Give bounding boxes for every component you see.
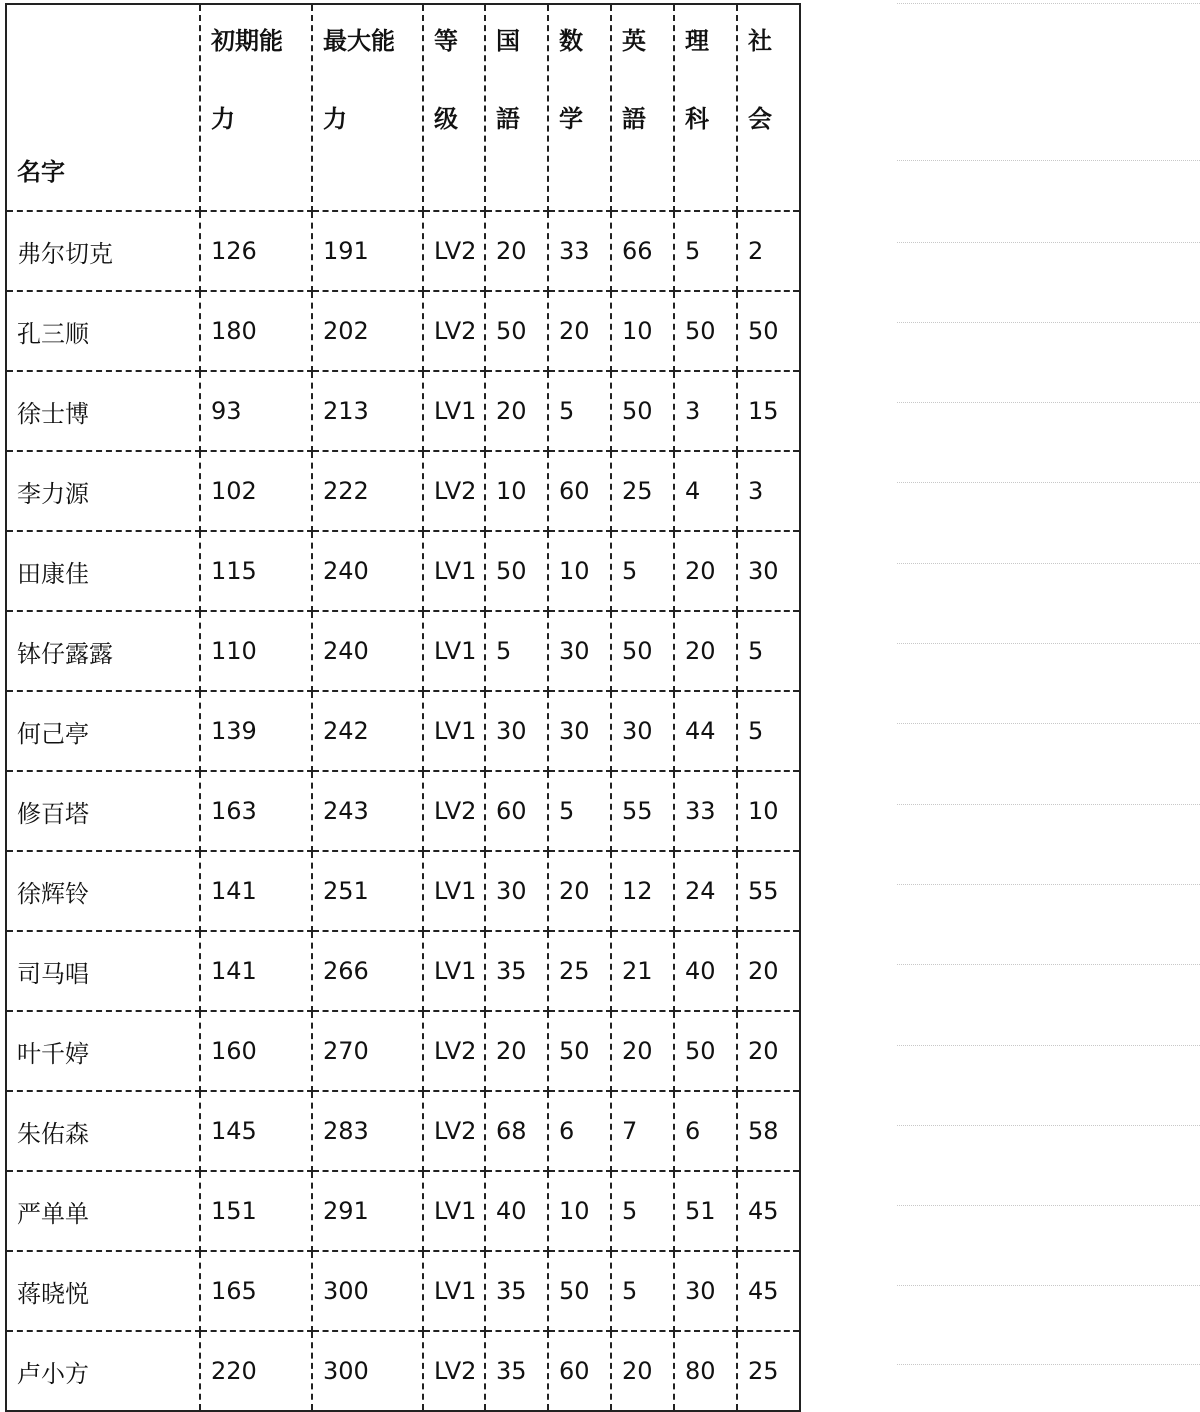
japanese-cell[interactable]: 50 [485,291,548,371]
english-cell[interactable]: 30 [611,691,674,771]
header-row [6,4,800,211]
name-cell[interactable]: 钵仔露露 [6,611,200,691]
initial-ability-cell[interactable]: 165 [200,1251,312,1331]
empty-gridline [897,964,1200,965]
science-cell[interactable]: 44 [674,691,737,771]
header-english[interactable]: 英 語 [611,4,674,211]
science-cell[interactable]: 6 [674,1091,737,1171]
initial-ability-cell[interactable]: 151 [200,1171,312,1251]
english-cell[interactable]: 5 [611,1171,674,1251]
empty-gridline [897,322,1200,323]
grade-cell[interactable]: LV2 [423,1331,485,1411]
math-cell[interactable]: 30 [548,611,611,691]
science-cell[interactable]: 20 [674,531,737,611]
header-math[interactable]: 数 学 [548,4,611,211]
table-row [6,371,800,451]
japanese-cell[interactable]: 40 [485,1171,548,1251]
header-max-ability[interactable]: 最大能 力 [312,4,423,211]
english-cell[interactable]: 5 [611,1251,674,1331]
math-cell[interactable]: 5 [548,771,611,851]
math-cell[interactable]: 20 [548,851,611,931]
grade-cell[interactable]: LV2 [423,1011,485,1091]
social-cell[interactable]: 15 [737,371,800,451]
initial-ability-cell[interactable]: 163 [200,771,312,851]
max-ability-cell[interactable]: 191 [312,211,423,291]
empty-gridline [897,643,1200,644]
max-ability-cell[interactable]: 283 [312,1091,423,1171]
table-row [6,611,800,691]
science-cell[interactable]: 24 [674,851,737,931]
social-cell[interactable]: 20 [737,931,800,1011]
table-row [6,1091,800,1171]
name-cell[interactable]: 朱佑森 [6,1091,200,1171]
empty-gridline [897,723,1200,724]
grade-cell[interactable]: LV2 [423,211,485,291]
science-cell[interactable]: 50 [674,1011,737,1091]
grade-cell[interactable]: LV1 [423,1251,485,1331]
social-cell[interactable]: 58 [737,1091,800,1171]
initial-ability-cell[interactable]: 139 [200,691,312,771]
table-row [6,531,800,611]
name-cell[interactable]: 徐士博 [6,371,200,451]
math-cell[interactable]: 20 [548,291,611,371]
empty-gridline [897,1045,1200,1046]
max-ability-cell[interactable]: 243 [312,771,423,851]
science-cell[interactable]: 5 [674,211,737,291]
empty-gridline [897,482,1200,483]
japanese-cell[interactable]: 20 [485,211,548,291]
social-cell[interactable]: 50 [737,291,800,371]
grade-cell[interactable]: LV1 [423,371,485,451]
japanese-cell[interactable]: 60 [485,771,548,851]
math-cell[interactable]: 10 [548,1171,611,1251]
name-cell[interactable]: 蒋晓悦 [6,1251,200,1331]
english-cell[interactable]: 25 [611,451,674,531]
name-cell[interactable]: 徐辉铃 [6,851,200,931]
science-cell[interactable]: 3 [674,371,737,451]
math-cell[interactable]: 33 [548,211,611,291]
grade-cell[interactable]: LV1 [423,611,485,691]
max-ability-cell[interactable]: 300 [312,1251,423,1331]
english-cell[interactable]: 50 [611,371,674,451]
english-cell[interactable]: 20 [611,1011,674,1091]
japanese-cell[interactable]: 35 [485,1331,548,1411]
initial-ability-cell[interactable]: 141 [200,931,312,1011]
name-cell[interactable]: 何己亭 [6,691,200,771]
grade-cell[interactable]: LV1 [423,931,485,1011]
english-cell[interactable]: 55 [611,771,674,851]
initial-ability-cell[interactable]: 141 [200,851,312,931]
social-cell[interactable]: 5 [737,691,800,771]
header-name[interactable]: 名字 [6,4,200,211]
max-ability-cell[interactable]: 270 [312,1011,423,1091]
grade-cell[interactable]: LV2 [423,1091,485,1171]
social-cell[interactable]: 3 [737,451,800,531]
empty-gridline [897,804,1200,805]
math-cell[interactable]: 60 [548,451,611,531]
science-cell[interactable]: 51 [674,1171,737,1251]
initial-ability-cell[interactable]: 102 [200,451,312,531]
max-ability-cell[interactable]: 202 [312,291,423,371]
header-science[interactable]: 理 科 [674,4,737,211]
japanese-cell[interactable]: 20 [485,371,548,451]
name-cell[interactable]: 孔三顺 [6,291,200,371]
japanese-cell[interactable]: 20 [485,1011,548,1091]
initial-ability-cell[interactable]: 115 [200,531,312,611]
grade-cell[interactable]: LV1 [423,1171,485,1251]
japanese-cell[interactable]: 50 [485,531,548,611]
header-japanese[interactable]: 国 語 [485,4,548,211]
grade-cell[interactable]: LV1 [423,531,485,611]
social-cell[interactable]: 45 [737,1171,800,1251]
math-cell[interactable]: 50 [548,1011,611,1091]
empty-gridline [897,1364,1200,1365]
max-ability-cell[interactable]: 240 [312,531,423,611]
table-row [6,1171,800,1251]
max-ability-cell[interactable]: 240 [312,611,423,691]
japanese-cell[interactable]: 68 [485,1091,548,1171]
japanese-cell[interactable]: 30 [485,691,548,771]
table-row [6,931,800,1011]
science-cell[interactable]: 80 [674,1331,737,1411]
empty-gridline [897,160,1200,161]
initial-ability-cell[interactable]: 180 [200,291,312,371]
empty-gridline [897,402,1200,403]
initial-ability-cell[interactable]: 160 [200,1011,312,1091]
english-cell[interactable]: 50 [611,611,674,691]
initial-ability-cell[interactable]: 126 [200,211,312,291]
japanese-cell[interactable]: 35 [485,1251,548,1331]
grade-cell[interactable]: LV2 [423,451,485,531]
max-ability-cell[interactable]: 242 [312,691,423,771]
math-cell[interactable]: 6 [548,1091,611,1171]
ability-table [5,3,801,1412]
table-row [6,691,800,771]
english-cell[interactable]: 7 [611,1091,674,1171]
empty-gridline [897,1125,1200,1126]
name-cell[interactable]: 卢小方 [6,1331,200,1411]
english-cell[interactable]: 5 [611,531,674,611]
social-cell[interactable]: 20 [737,1011,800,1091]
math-cell[interactable]: 60 [548,1331,611,1411]
name-cell[interactable]: 李力源 [6,451,200,531]
initial-ability-cell[interactable]: 220 [200,1331,312,1411]
science-cell[interactable]: 20 [674,611,737,691]
english-cell[interactable]: 20 [611,1331,674,1411]
math-cell[interactable]: 5 [548,371,611,451]
max-ability-cell[interactable]: 213 [312,371,423,451]
social-cell[interactable]: 5 [737,611,800,691]
empty-gridline [897,1285,1200,1286]
japanese-cell[interactable]: 30 [485,851,548,931]
table-row [6,851,800,931]
name-cell[interactable]: 田康佳 [6,531,200,611]
table-row [6,1331,800,1411]
math-cell[interactable]: 30 [548,691,611,771]
social-cell[interactable]: 25 [737,1331,800,1411]
empty-gridline [897,1205,1200,1206]
math-cell[interactable]: 50 [548,1251,611,1331]
max-ability-cell[interactable]: 222 [312,451,423,531]
name-cell[interactable]: 弗尔切克 [6,211,200,291]
social-cell[interactable]: 2 [737,211,800,291]
table-row [6,1251,800,1331]
table-row [6,1011,800,1091]
social-cell[interactable]: 45 [737,1251,800,1331]
max-ability-cell[interactable]: 251 [312,851,423,931]
math-cell[interactable]: 10 [548,531,611,611]
initial-ability-cell[interactable]: 110 [200,611,312,691]
grade-cell[interactable]: LV2 [423,291,485,371]
initial-ability-cell[interactable]: 93 [200,371,312,451]
empty-gridline [897,3,1200,4]
table-row [6,771,800,851]
math-cell[interactable]: 25 [548,931,611,1011]
japanese-cell[interactable]: 5 [485,611,548,691]
science-cell[interactable]: 30 [674,1251,737,1331]
table-row [6,211,800,291]
grade-cell[interactable]: LV1 [423,851,485,931]
empty-gridline [897,563,1200,564]
english-cell[interactable]: 12 [611,851,674,931]
english-cell[interactable]: 21 [611,931,674,1011]
grade-cell[interactable]: LV1 [423,691,485,771]
social-cell[interactable]: 10 [737,771,800,851]
name-cell[interactable]: 修百塔 [6,771,200,851]
table-row [6,291,800,371]
name-cell[interactable]: 严单单 [6,1171,200,1251]
table-row [6,451,800,531]
social-cell[interactable]: 30 [737,531,800,611]
max-ability-cell[interactable]: 266 [312,931,423,1011]
social-cell[interactable]: 55 [737,851,800,931]
max-ability-cell[interactable]: 300 [312,1331,423,1411]
japanese-cell[interactable]: 10 [485,451,548,531]
name-cell[interactable]: 叶千婷 [6,1011,200,1091]
english-cell[interactable]: 10 [611,291,674,371]
empty-gridline [897,884,1200,885]
empty-gridline [897,242,1200,243]
english-cell[interactable]: 66 [611,211,674,291]
header-social[interactable]: 社 会 [737,4,800,211]
grade-cell[interactable]: LV2 [423,771,485,851]
initial-ability-cell[interactable]: 145 [200,1091,312,1171]
science-cell[interactable]: 4 [674,451,737,531]
header-initial-ability[interactable]: 初期能 力 [200,4,312,211]
science-cell[interactable]: 33 [674,771,737,851]
name-cell[interactable]: 司马唱 [6,931,200,1011]
science-cell[interactable]: 40 [674,931,737,1011]
max-ability-cell[interactable]: 291 [312,1171,423,1251]
science-cell[interactable]: 50 [674,291,737,371]
header-grade[interactable]: 等 级 [423,4,485,211]
japanese-cell[interactable]: 35 [485,931,548,1011]
